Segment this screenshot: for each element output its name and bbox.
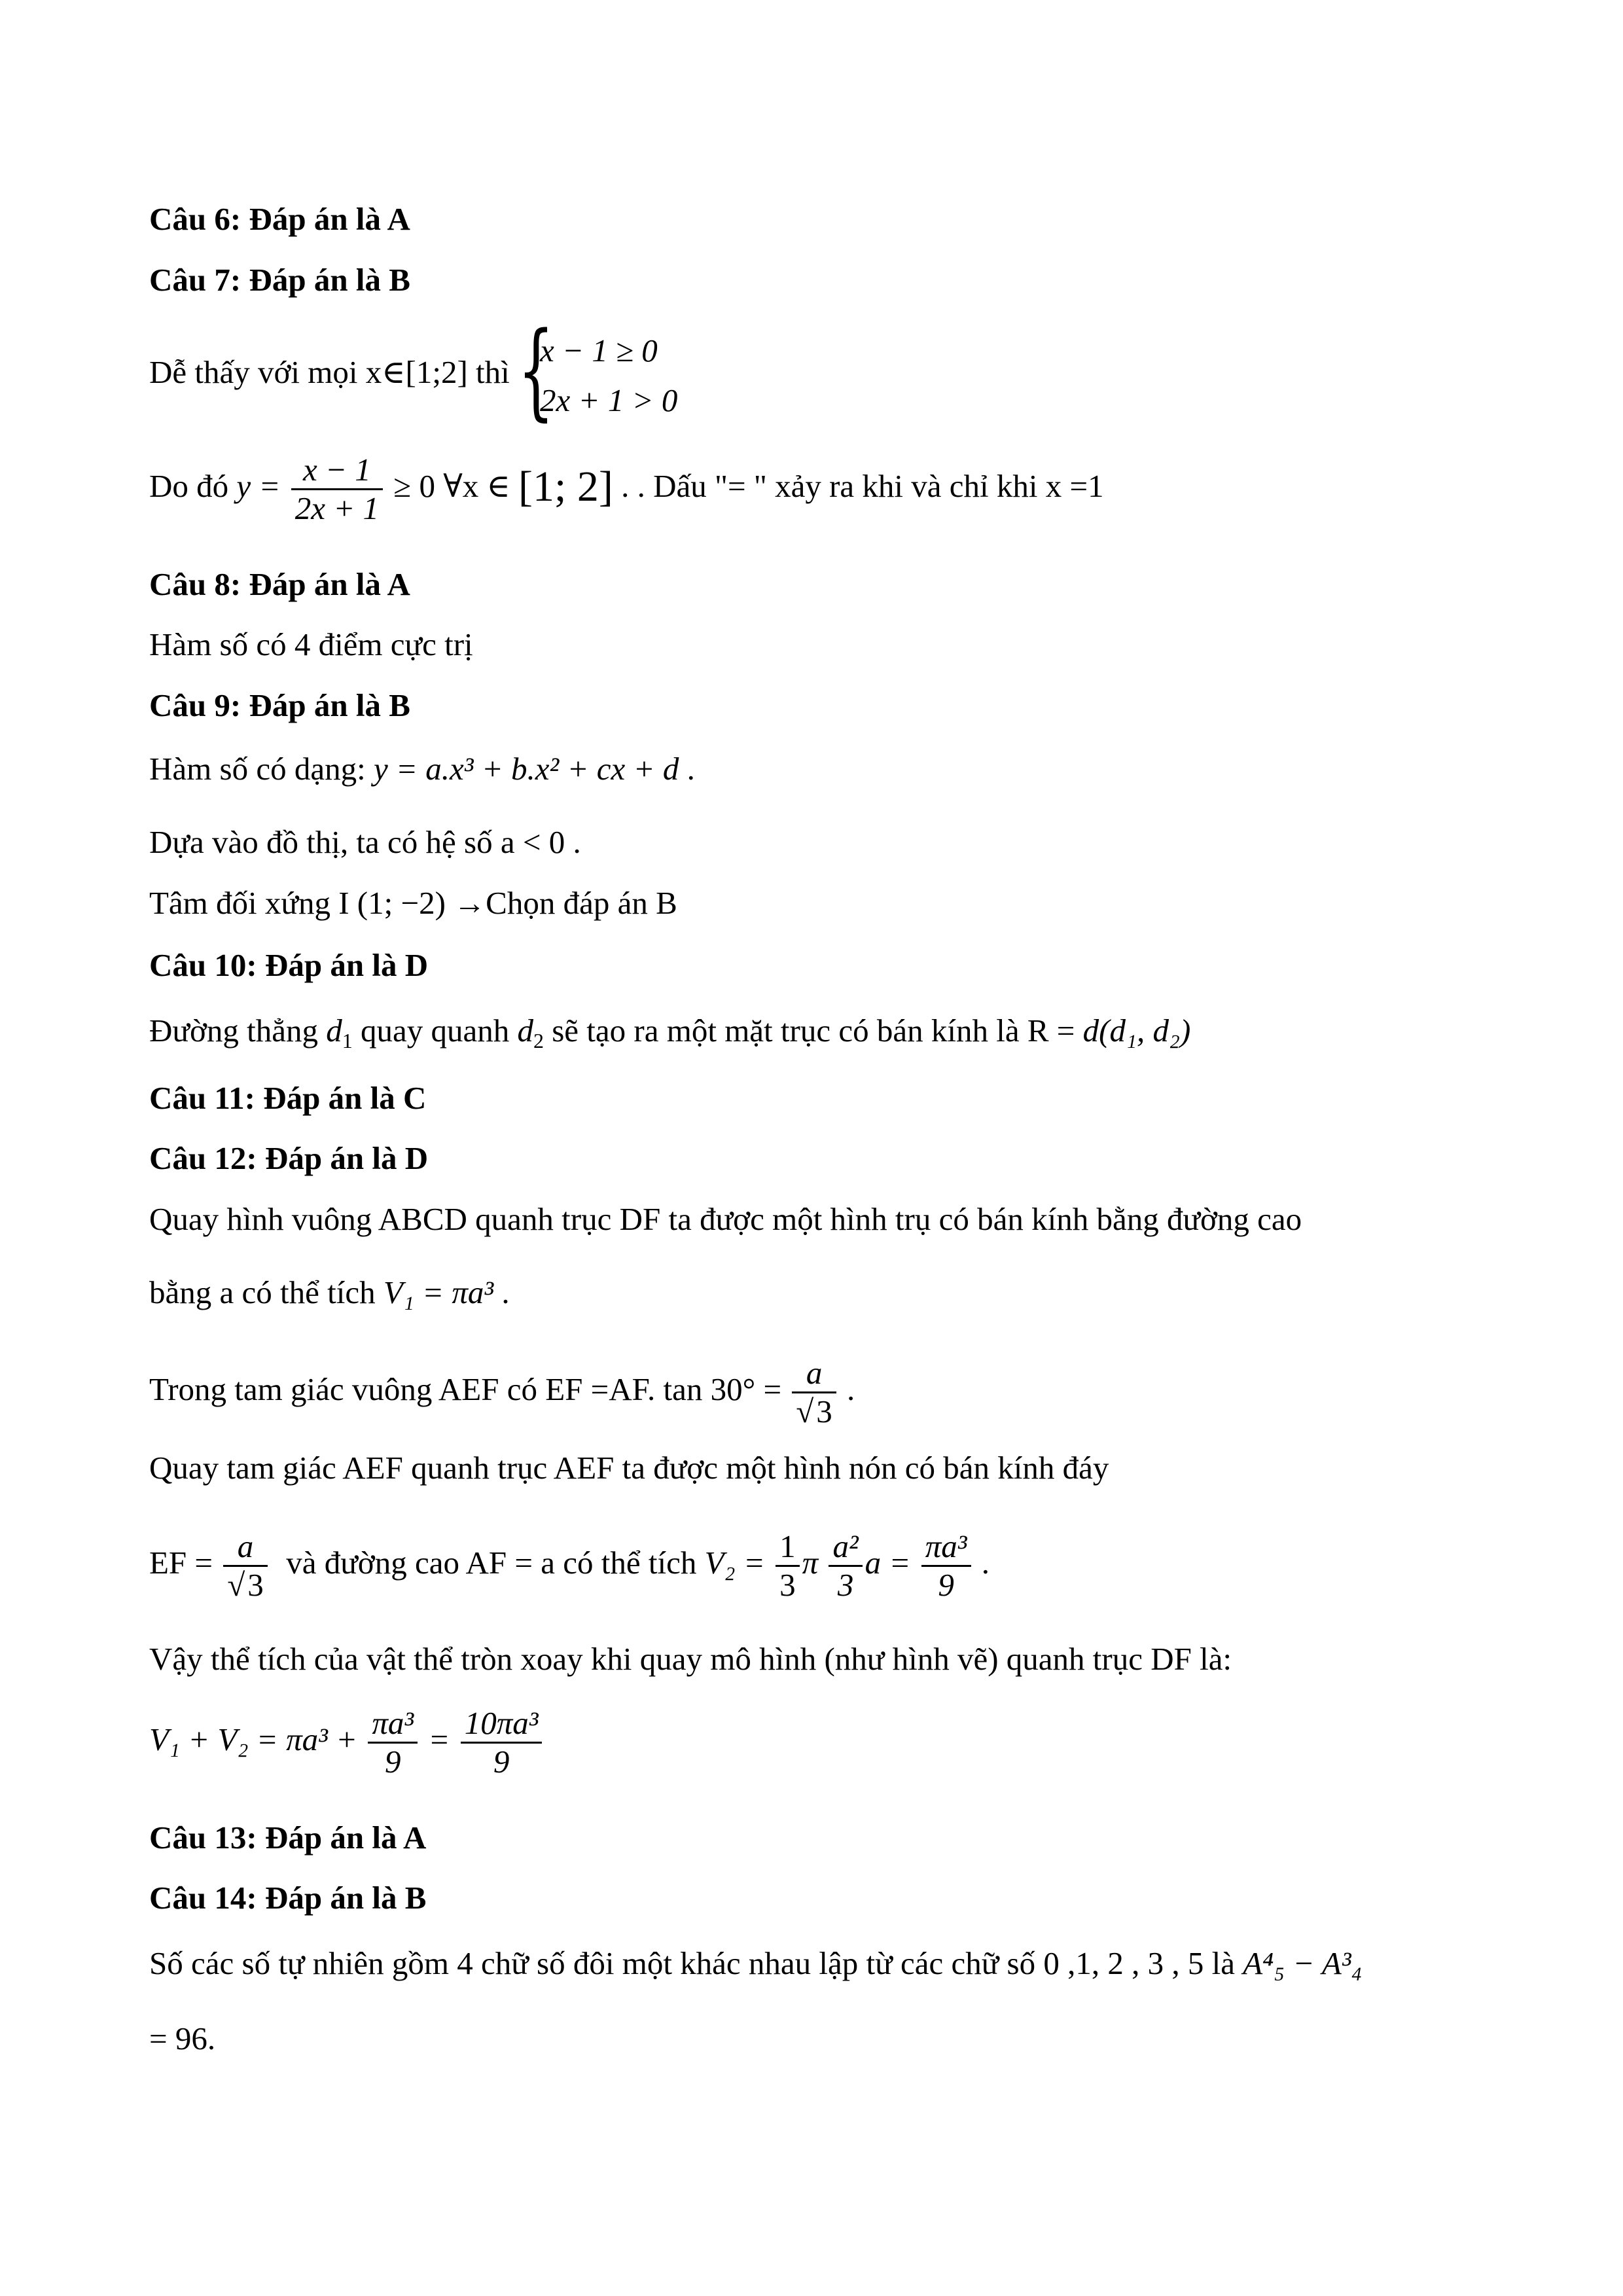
math-d1: $d_1$ <box>326 1013 353 1052</box>
heading-cau-8: Câu 8: Đáp án là A <box>149 566 410 602</box>
radicand: 3 <box>813 1391 832 1429</box>
numerator: 1 <box>776 1528 800 1567</box>
fraction <box>776 1528 800 1604</box>
math-equals: = <box>428 1721 450 1758</box>
line-14b: = 96. <box>149 2020 216 2056</box>
math-a: a = <box>865 1545 911 1581</box>
line-10 <box>149 1014 1190 1051</box>
numerator: a² <box>829 1528 862 1567</box>
math-v2: V₂ = <box>704 1545 765 1581</box>
text: . <box>501 1274 510 1310</box>
math-expression: y = a.x³ + b.x² + cx + d <box>373 751 679 787</box>
text: Do đó <box>149 468 229 505</box>
math-pi: π <box>802 1545 819 1581</box>
fraction <box>291 452 383 528</box>
line-12a: Quay hình vuông ABCD quanh trục DF ta được một hình trụ có bán kính bằng đường cao <box>149 1201 1302 1237</box>
heading-cau-9: Câu 9: Đáp án là B <box>149 687 410 723</box>
line-14a <box>149 1947 1363 1979</box>
inequality-system <box>518 309 678 431</box>
heading-cau-10: Câu 10: Đáp án là D <box>149 947 429 983</box>
text: Hàm số có dạng: <box>149 751 366 787</box>
d-symbol: d <box>517 1013 533 1049</box>
line-9c: Tâm đối xứng I (1; −2) →Chọn đáp án B <box>149 885 677 921</box>
math-y: y = <box>236 468 281 505</box>
math-sum: V₁ + V₂ = πa³ + <box>149 1721 358 1758</box>
fraction <box>792 1355 836 1431</box>
text: Trong tam giác vuông AEF có EF =AF. <box>149 1371 656 1408</box>
system-row-1: x − 1 ≥ 0 <box>540 332 658 368</box>
text: bằng a có thể tích <box>149 1274 376 1310</box>
text: Dễ thấy với mọi x∈[1;2] thì <box>149 354 510 391</box>
math-d2: $d_2$ <box>517 1013 544 1052</box>
system-row-2: 2x + 1 > 0 <box>540 382 678 418</box>
denominator: 9 <box>385 1744 401 1780</box>
heading-cau-11: Câu 11: Đáp án là C <box>149 1080 427 1116</box>
text: sẽ tạo ra một mặt trục có bán kính là R = <box>552 1013 1075 1049</box>
line-12c <box>149 1355 855 1431</box>
heading-cau-13: Câu 13: Đáp án là A <box>149 1820 427 1856</box>
numerator: x − 1 <box>291 452 383 490</box>
math-distance: d(d₁, d₂) <box>1082 1013 1191 1049</box>
math-v1: V₁ = πa³ <box>383 1274 494 1310</box>
fraction <box>368 1705 418 1781</box>
numerator: a <box>792 1355 836 1393</box>
text: quay quanh <box>360 1013 510 1049</box>
radicand: 3 <box>245 1565 264 1603</box>
line-12g <box>149 1705 544 1781</box>
text: . <box>981 1545 990 1581</box>
text: . . Dấu "= " xảy ra khi và chỉ khi x =1 <box>621 468 1104 505</box>
numerator: πa³ <box>368 1705 418 1744</box>
fraction <box>829 1528 862 1604</box>
text: EF = <box>149 1545 213 1581</box>
numerator: πa³ <box>921 1528 971 1567</box>
line-12d: Quay tam giác AEF quanh trục AEF ta được một hình nón có bán kính đáy <box>149 1450 1109 1486</box>
d-symbol: d <box>326 1013 342 1049</box>
math-tan: tan 30° = <box>663 1371 782 1408</box>
denominator: 3 <box>837 1567 854 1604</box>
text: Đường thẳng <box>149 1013 318 1049</box>
fraction <box>461 1705 543 1781</box>
line-9a <box>149 753 695 785</box>
denominator: 9 <box>493 1744 510 1780</box>
denominator: 2x + 1 <box>294 490 380 527</box>
heading-cau-7: Câu 7: Đáp án là B <box>149 262 410 298</box>
brace-icon: { <box>518 309 554 431</box>
line-7b <box>149 452 1104 528</box>
fraction <box>223 1528 267 1604</box>
interval: [1; 2] <box>518 463 613 511</box>
line-12e <box>149 1528 990 1604</box>
line-7a <box>149 309 678 431</box>
denominator: 3 <box>779 1567 796 1604</box>
text: và đường cao AF = a có thể tích <box>286 1545 697 1581</box>
line-9b: Dựa vào đồ thị, ta có hệ số a < 0 . <box>149 824 581 860</box>
numerator: 10πa³ <box>461 1705 543 1744</box>
heading-cau-6: Câu 6: Đáp án là A <box>149 201 410 237</box>
fraction <box>921 1528 971 1604</box>
heading-cau-12: Câu 12: Đáp án là D <box>149 1140 429 1176</box>
denominator: 9 <box>938 1567 954 1604</box>
line-8: Hàm số có 4 điểm cực trị <box>149 626 473 662</box>
text: . <box>847 1371 855 1408</box>
text: . <box>687 751 695 787</box>
line-12f: Vậy thể tích của vật thể tròn xoay khi quay mô hình (như hình vẽ) quanh trục DF là: <box>149 1641 1232 1677</box>
numerator: a <box>223 1528 267 1567</box>
math-arrangement: A⁴₅ − A³₄ <box>1243 1945 1363 1981</box>
denominator: √3 <box>223 1567 267 1604</box>
text: ≥ 0 ∀x ∈ <box>393 468 510 505</box>
denominator: √3 <box>792 1393 836 1430</box>
line-12b <box>149 1276 510 1308</box>
text: Số các số tự nhiên gồm 4 chữ số đôi một khác nhau lập từ các chữ số 0 ,1, 2 , 3 , 5 là <box>149 1945 1235 1981</box>
heading-cau-14: Câu 14: Đáp án là B <box>149 1880 427 1916</box>
